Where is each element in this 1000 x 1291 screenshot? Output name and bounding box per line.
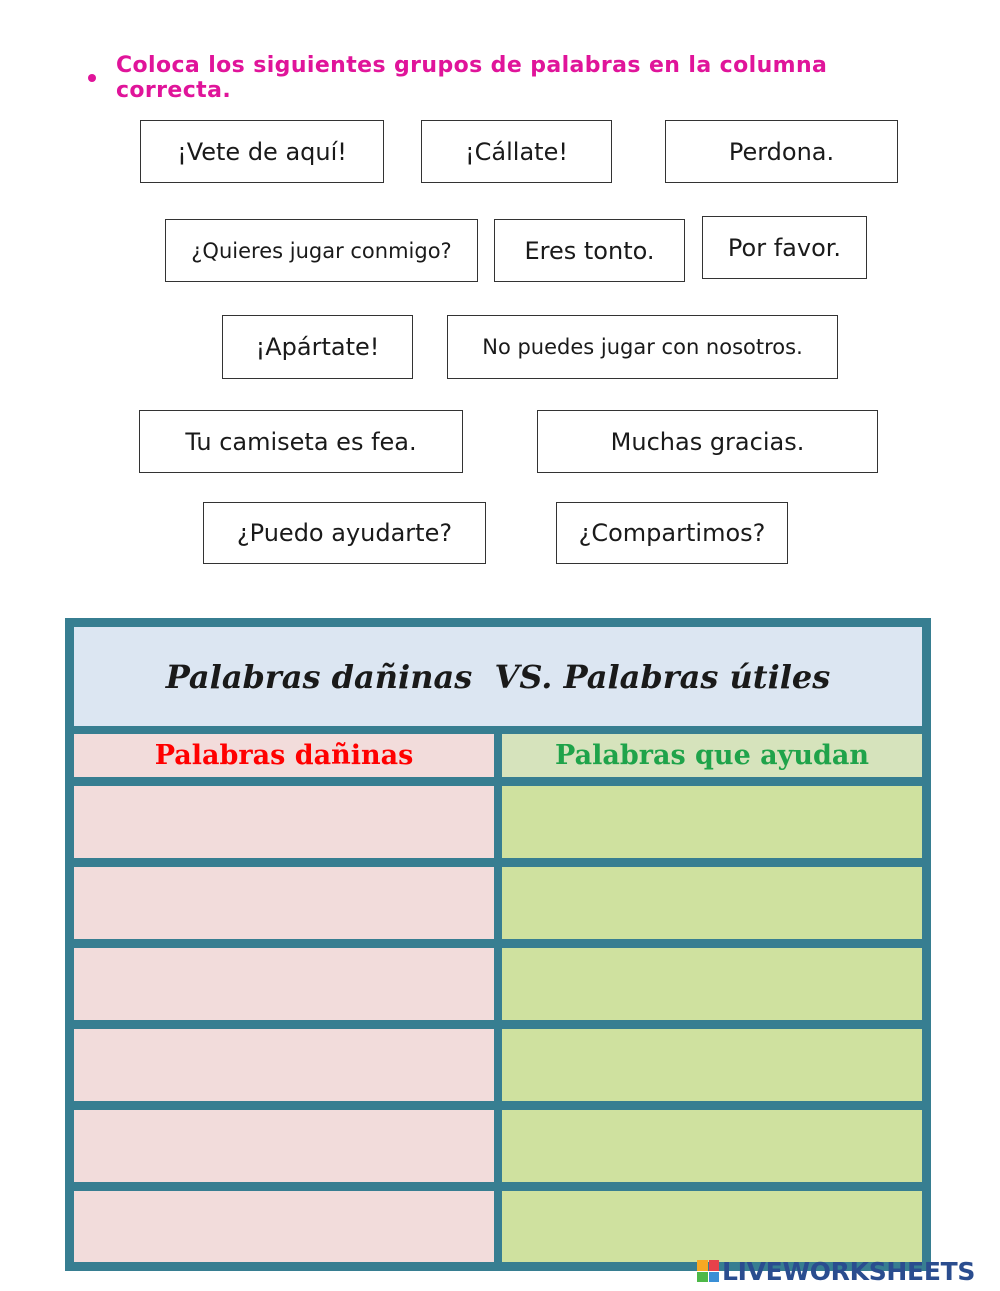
liveworksheets-logo — [697, 1257, 975, 1285]
helpful-drop-zone-2[interactable] — [502, 867, 922, 939]
word-card-perdona[interactable]: Perdona. — [665, 120, 898, 183]
right-column-header: Palabras que ayudan — [502, 734, 922, 777]
word-card-vete[interactable]: ¡Vete de aquí! — [140, 120, 384, 183]
helpful-drop-zone-5[interactable] — [502, 1110, 922, 1182]
helpful-drop-zone-6[interactable] — [502, 1191, 922, 1262]
word-card-nopuedes[interactable]: No puedes jugar con nosotros. — [447, 315, 838, 379]
word-card-quieres[interactable]: ¿Quieres jugar conmigo? — [165, 219, 478, 282]
left-column-header: Palabras dañinas — [74, 734, 494, 777]
word-card-tonto[interactable]: Eres tonto. — [494, 219, 685, 282]
word-card-callate[interactable]: ¡Cállate! — [421, 120, 612, 183]
harmful-drop-zone-5[interactable] — [74, 1110, 494, 1182]
word-card-camiseta[interactable]: Tu camiseta es fea. — [139, 410, 463, 473]
logo-text: LIVEWORKSHEETS — [722, 1256, 976, 1286]
harmful-drop-zone-3[interactable] — [74, 948, 494, 1020]
helpful-drop-zone-4[interactable] — [502, 1029, 922, 1101]
helpful-drop-zone-1[interactable] — [502, 786, 922, 858]
bullet-icon — [88, 74, 96, 82]
word-card-ayudarte[interactable]: ¿Puedo ayudarte? — [203, 502, 486, 564]
harmful-drop-zone-6[interactable] — [74, 1191, 494, 1262]
logo-blocks-icon — [697, 1260, 719, 1282]
classification-table — [65, 618, 931, 1271]
word-card-gracias[interactable]: Muchas gracias. — [537, 410, 878, 473]
word-card-apartate[interactable]: ¡Apártate! — [222, 315, 413, 379]
harmful-drop-zone-4[interactable] — [74, 1029, 494, 1101]
harmful-drop-zone-2[interactable] — [74, 867, 494, 939]
word-card-porfavor[interactable]: Por favor. — [702, 216, 867, 279]
instruction — [88, 53, 948, 103]
table-title: Palabras dañinas VS. Palabras útiles — [74, 627, 922, 726]
instruction-text: Coloca los siguientes grupos de palabras en la columna correcta. — [115, 53, 828, 103]
word-card-compartimos[interactable]: ¿Compartimos? — [556, 502, 788, 564]
helpful-drop-zone-3[interactable] — [502, 948, 922, 1020]
harmful-drop-zone-1[interactable] — [74, 786, 494, 858]
